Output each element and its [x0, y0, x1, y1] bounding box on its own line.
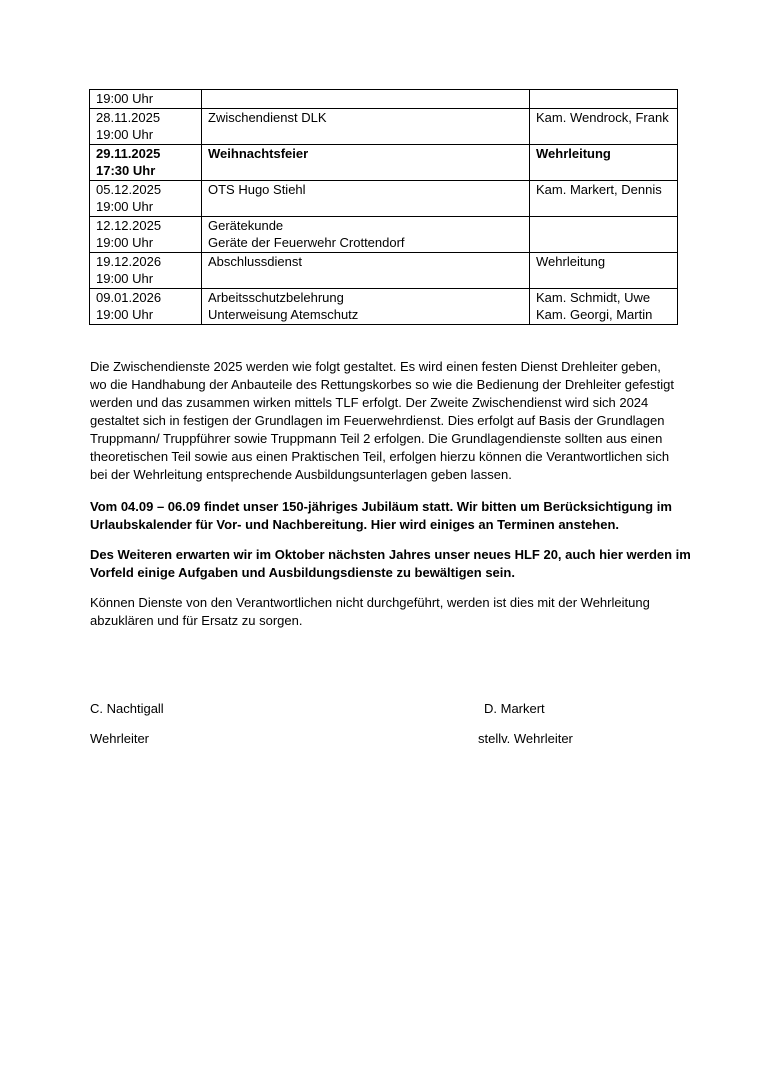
text-line: Können Dienste von den Verantwortlichen nicht durchgeführt, werden ist dies mit der Wehrleitung [90, 595, 650, 610]
schedule-date-cell [90, 108, 202, 144]
text-line: Die Zwischendienste 2025 werden wie folgt gestaltet. Es wird einen festen Dienst Drehleiter geben, [90, 359, 661, 374]
schedule-topic: Weihnachtsfeier [208, 145, 309, 161]
schedule-time: 19:00 Uhr [96, 271, 154, 286]
schedule-row [90, 108, 678, 144]
schedule-topic [208, 198, 523, 216]
schedule-time: 19:00 Uhr [96, 199, 154, 214]
schedule-topic-cell [202, 216, 530, 252]
schedule-row [90, 144, 678, 180]
schedule-time: 19:00 Uhr [96, 307, 154, 322]
paragraph-hlf20 [90, 546, 690, 582]
text-line: gestaltet sich in festigen der Grundlagen im Feuerwehrdienst. Dies erfolgt auf Basis der Grundlagen [90, 413, 665, 428]
schedule-responsible-cell [530, 216, 678, 252]
schedule-responsible-cell [530, 288, 678, 324]
schedule-topic: Geräte der Feuerwehr Crottendorf [208, 235, 405, 250]
schedule-responsible [536, 90, 671, 108]
schedule-responsible [536, 198, 671, 216]
paragraph-ersatz [90, 594, 690, 630]
schedule-topic-cell [202, 108, 530, 144]
paragraph-jubilaeum [90, 498, 690, 534]
schedule-date-cell [90, 252, 202, 288]
schedule-topic [208, 126, 523, 144]
schedule-table-body [90, 90, 678, 325]
schedule-row [90, 252, 678, 288]
schedule-date-cell [90, 216, 202, 252]
signature-name-left: C. Nachtigall [90, 701, 164, 716]
text-line: theoretischen Teil sowie aus einen Praktischen Teil, erfolgen hierzu können die Verantwortlichen sich [90, 449, 670, 464]
schedule-row [90, 90, 678, 109]
schedule-topic [208, 90, 523, 108]
schedule-responsible [536, 270, 671, 288]
text-line: bei der Wehrleitung entsprechende Ausbildungsunterlagen geben lassen. [90, 467, 512, 482]
signature-role-left: Wehrleiter [90, 731, 150, 746]
schedule-responsible: Kam. Schmidt, Uwe [536, 289, 651, 305]
schedule-topic: Gerätekunde [208, 217, 284, 233]
schedule-time: 19:00 Uhr [96, 235, 154, 250]
schedule-topic: Abschlussdienst [208, 253, 302, 269]
schedule-topic [208, 162, 523, 180]
text-line: Truppmann/ Truppführer sowie Truppmann Teil 2 erfolgen. Die Grundlagendienste sollten aus einen [90, 431, 663, 446]
schedule-responsible: Wehrleitung [536, 145, 611, 161]
schedule-date: 19.12.2026 [96, 253, 162, 269]
schedule-responsible-cell [530, 180, 678, 216]
text-line: Urlaubskalender für Vor- und Nachbereitung. Hier wird einiges an Terminen anstehen. [90, 517, 620, 532]
schedule-topic-cell [202, 180, 530, 216]
schedule-time: 19:00 Uhr [96, 127, 154, 142]
schedule-date-cell [90, 90, 202, 109]
schedule-topic-cell [202, 90, 530, 109]
schedule-date-cell [90, 288, 202, 324]
schedule-responsible: Wehrleitung [536, 253, 606, 269]
schedule-responsible: Kam. Georgi, Martin [536, 307, 653, 322]
schedule-date: 05.12.2025 [96, 181, 162, 197]
schedule-topic-cell [202, 252, 530, 288]
text-line: wo die Handhabung der Anbauteile des Rettungskorbes so wie die Bedienung der Drehleiter gefestigt [90, 377, 674, 392]
schedule-row [90, 216, 678, 252]
schedule-topic-cell [202, 288, 530, 324]
schedule-time: 17:30 Uhr [96, 163, 156, 178]
text-line: abzuklären und für Ersatz zu sorgen. [90, 613, 303, 628]
text-line: Vorfeld einige Aufgaben und Ausbildungsdienste zu bewältigen sein. [90, 565, 515, 580]
text-line: Vom 04.09 – 06.09 findet unser 150-jähriges Jubiläum statt. Wir bitten um Berücksichtigung im [90, 499, 672, 514]
schedule-responsible-cell [530, 144, 678, 180]
schedule-topic [208, 270, 523, 288]
text-line: Des Weiteren erwarten wir im Oktober nächsten Jahres unser neues HLF 20, auch hier werden im [90, 547, 691, 562]
schedule-table [89, 89, 678, 325]
schedule-topic: Unterweisung Atemschutz [208, 307, 359, 322]
schedule-time: 19:00 Uhr [96, 91, 154, 106]
schedule-responsible [536, 126, 671, 144]
schedule-date-cell [90, 180, 202, 216]
schedule-date: 12.12.2025 [96, 217, 162, 233]
schedule-responsible [536, 162, 671, 180]
schedule-topic-cell [202, 144, 530, 180]
schedule-date: 28.11.2025 [96, 109, 161, 125]
schedule-row [90, 288, 678, 324]
schedule-topic: Arbeitsschutzbelehrung [208, 289, 344, 305]
schedule-responsible: Kam. Wendrock, Frank [536, 109, 669, 125]
signature-role-right: stellv. Wehrleiter [478, 731, 573, 746]
schedule-row [90, 180, 678, 216]
schedule-responsible: Kam. Markert, Dennis [536, 181, 662, 197]
schedule-date-cell [90, 144, 202, 180]
schedule-responsible [536, 217, 671, 235]
schedule-responsible-cell [530, 90, 678, 109]
schedule-responsible-cell [530, 252, 678, 288]
paragraph-zwischendienste [90, 358, 690, 484]
signature-name-right: D. Markert [484, 701, 545, 716]
schedule-topic: OTS Hugo Stiehl [208, 181, 306, 197]
schedule-date: 29.11.2025 [96, 145, 161, 161]
schedule-topic: Zwischendienst DLK [208, 109, 327, 125]
schedule-date: 09.01.2026 [96, 289, 162, 305]
schedule-responsible-cell [530, 108, 678, 144]
schedule-responsible [536, 234, 671, 252]
text-line: werden und das zusammen wirken mittels TLF erfolgt. Der Zweite Zwischendienst wird sich 2024 [90, 395, 649, 410]
